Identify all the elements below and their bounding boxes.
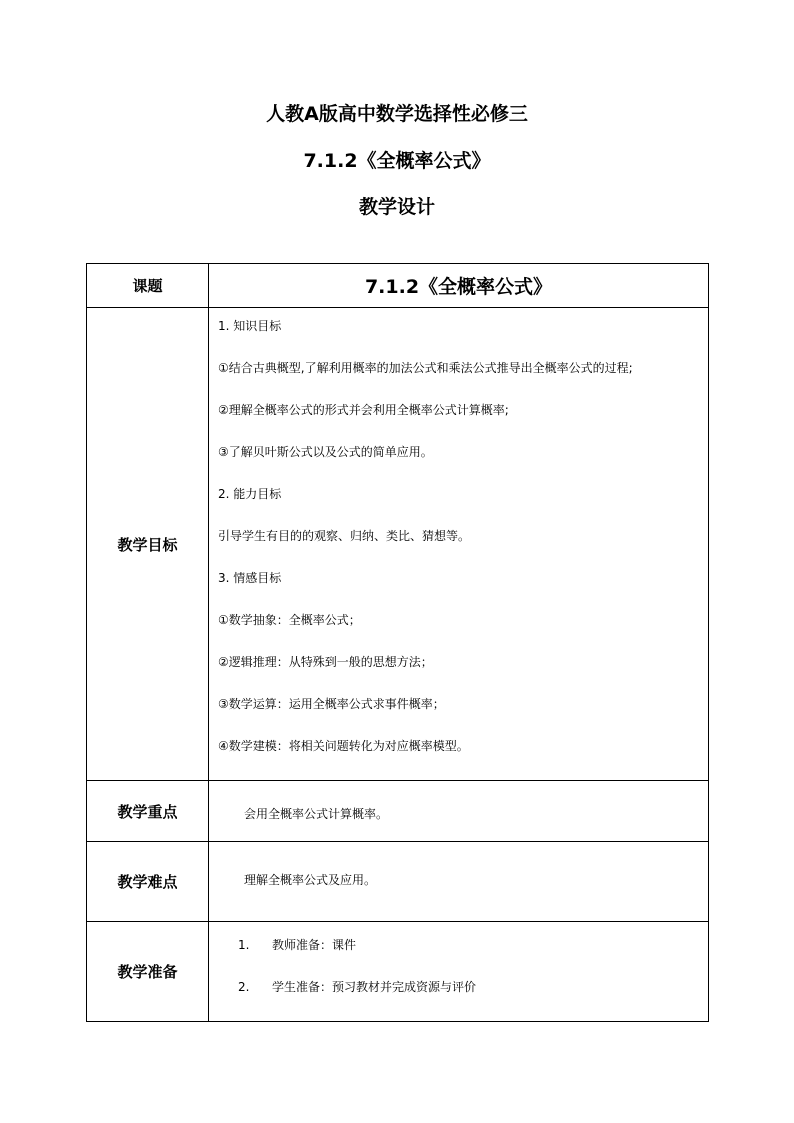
key-points-value: 会用全概率公式计算概率。	[244, 806, 389, 821]
preparation-label: 教学准备	[87, 922, 209, 1022]
goal-line: 引导学生有目的的观察、归纳、类比、猜想等。	[218, 529, 471, 543]
preparation-item-text: 学生准备：预习教材并完成资源与评价	[272, 980, 477, 994]
goals-content	[209, 308, 709, 781]
header-course-title: 人教A版高中数学选择性必修三	[266, 103, 528, 125]
goal-line: ①数学抽象：全概率公式；	[218, 613, 361, 627]
goal-line: ②逻辑推理：从特殊到一般的思想方法；	[218, 655, 433, 669]
goal-line: ①结合古典概型,了解利用概率的加法公式和乘法公式推导出全概率公式的过程;	[218, 361, 633, 375]
document-header	[0, 102, 794, 219]
topic-value: 7.1.2《全概率公式》	[209, 264, 709, 308]
preparation-item-number: 2.	[238, 980, 250, 994]
header-doc-type: 教学设计	[358, 196, 435, 218]
header-lesson-title: 7.1.2《全概率公式》	[303, 150, 491, 172]
preparation-content	[209, 922, 709, 1022]
goal-line: 1. 知识目标	[218, 319, 282, 333]
difficulties-content	[209, 842, 709, 922]
preparation-item-text: 教师准备：课件	[272, 938, 357, 952]
key-points-content	[209, 781, 709, 842]
table-row-goals	[87, 308, 709, 781]
preparation-item-number: 1.	[238, 938, 250, 952]
goal-line: ②理解全概率公式的形式并会利用全概率公式计算概率;	[218, 403, 509, 417]
goal-line: 3. 情感目标	[218, 571, 282, 585]
lesson-plan-table	[86, 263, 709, 1022]
difficulties-value: 理解全概率公式及应用。	[244, 873, 377, 887]
table-row-key-points	[87, 781, 709, 842]
goal-line: ③数学运算：运用全概率公式求事件概率；	[218, 697, 445, 711]
preparation-item	[238, 937, 708, 979]
table-row-preparation	[87, 922, 709, 1022]
goals-label: 教学目标	[87, 308, 209, 781]
topic-label: 课题	[87, 264, 209, 308]
goal-line: ③了解贝叶斯公式以及公式的简单应用。	[218, 445, 433, 459]
preparation-item	[238, 979, 708, 1021]
goal-line: 2. 能力目标	[218, 487, 282, 501]
key-points-label: 教学重点	[87, 781, 209, 842]
table-row-difficulties	[87, 842, 709, 922]
table-row-topic	[87, 264, 709, 308]
difficulties-label: 教学难点	[87, 842, 209, 922]
goal-line: ④数学建模：将相关问题转化为对应概率模型。	[218, 739, 469, 753]
